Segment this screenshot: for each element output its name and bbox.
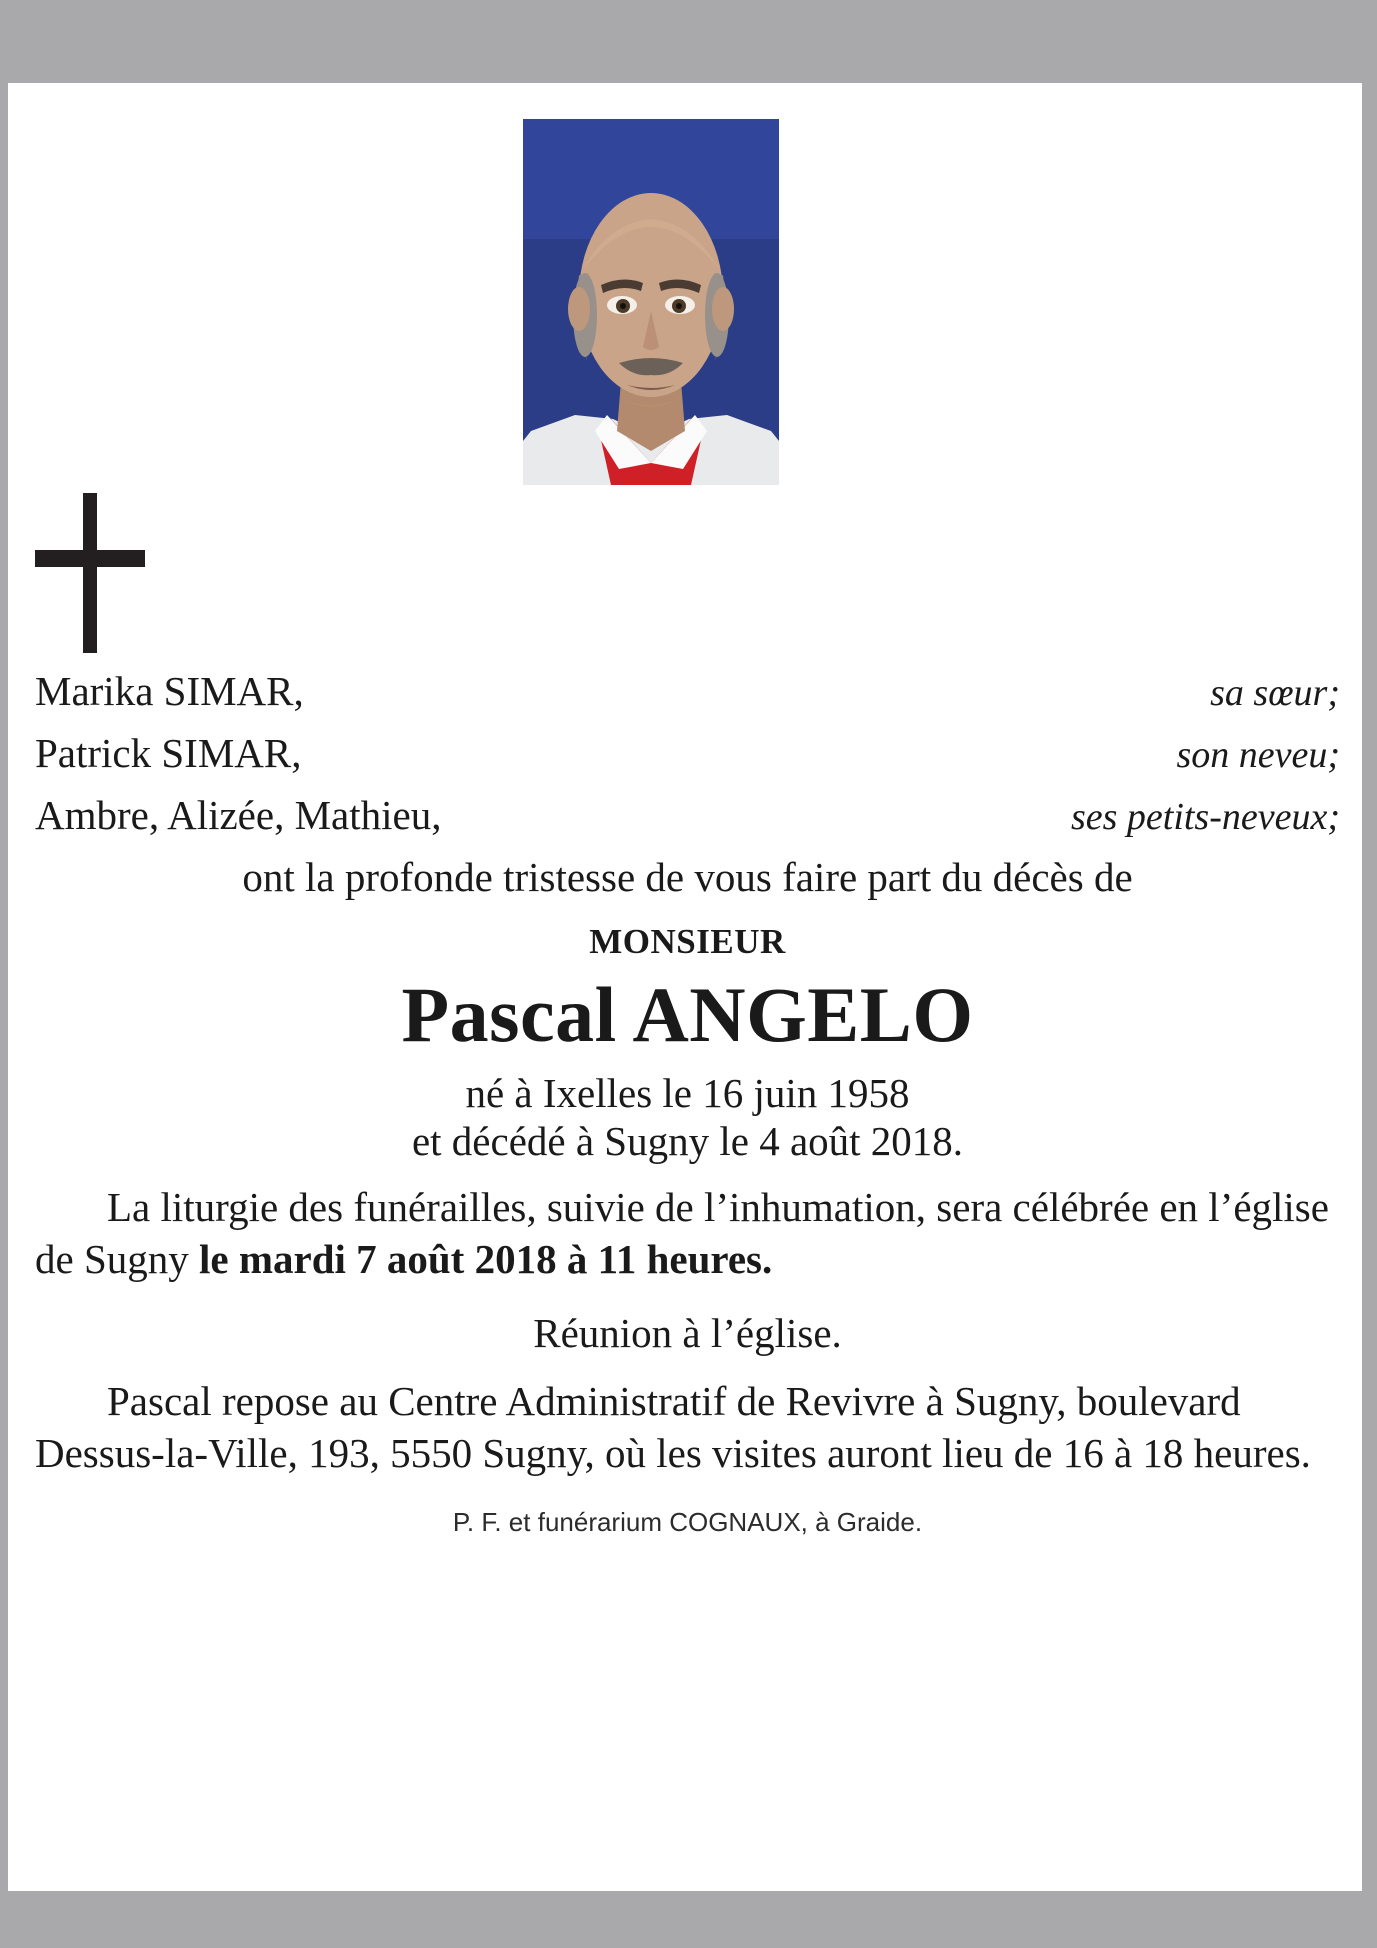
relative-kinship: son neveu; <box>1176 734 1340 776</box>
relative-name: Ambre, Alizée, Mathieu, <box>35 792 442 838</box>
portrait-illustration <box>523 119 779 485</box>
latin-cross-icon <box>35 493 155 653</box>
relative-name: Marika SIMAR, <box>35 668 304 714</box>
relation-row <box>35 723 1340 785</box>
visitation-line-2: Sugny, boulevard Dessus-la-Ville, 193, 5550 Sugny, où les <box>35 1378 1241 1476</box>
funeral-notice-card <box>8 83 1362 1891</box>
visitation-paragraph <box>35 1375 1340 1479</box>
notice-text-body <box>35 661 1340 1539</box>
relation-row <box>35 661 1340 723</box>
service-line-1: La liturgie des funérailles, suivie de l’inhumation, <box>107 1184 927 1230</box>
deceased-name: Pascal ANGELO <box>401 971 974 1058</box>
relation-row <box>35 785 1340 847</box>
cross-vertical-bar <box>83 493 97 653</box>
funeral-home-credit: P. F. et funérarium COGNAUX, à Graide. <box>452 1507 923 1537</box>
cross-horizontal-bar <box>35 550 145 567</box>
birth-line: né à Ixelles le 16 juin 1958 <box>465 1070 910 1116</box>
visitation-line-3: visites auront lieu de 16 à 18 heures. <box>712 1430 1311 1476</box>
relative-kinship: sa sœur; <box>1210 672 1340 714</box>
announcement-lead: ont la profonde tristesse de vous faire part du décès de <box>242 854 1133 900</box>
death-line: et décédé à Sugny le 4 août 2018. <box>411 1118 964 1164</box>
relative-kinship: ses petits-neveux; <box>1070 796 1340 838</box>
service-date-bold: le mardi 7 août 2018 <box>199 1236 557 1282</box>
service-paragraph <box>35 1181 1340 1285</box>
gathering-line: Réunion à l’église. <box>533 1310 842 1356</box>
portrait-photo <box>523 119 779 485</box>
service-line-2-prefix: sera célébrée en l’église de Sugny <box>35 1184 1329 1282</box>
honorific-title: MONSIEUR <box>589 922 786 961</box>
portrait-image <box>523 119 779 485</box>
visitation-line-1: Pascal repose au Centre Administratif de Revivre à <box>107 1378 944 1424</box>
service-time-bold: à 11 heures. <box>566 1236 773 1282</box>
relative-name: Patrick SIMAR, <box>35 730 302 776</box>
